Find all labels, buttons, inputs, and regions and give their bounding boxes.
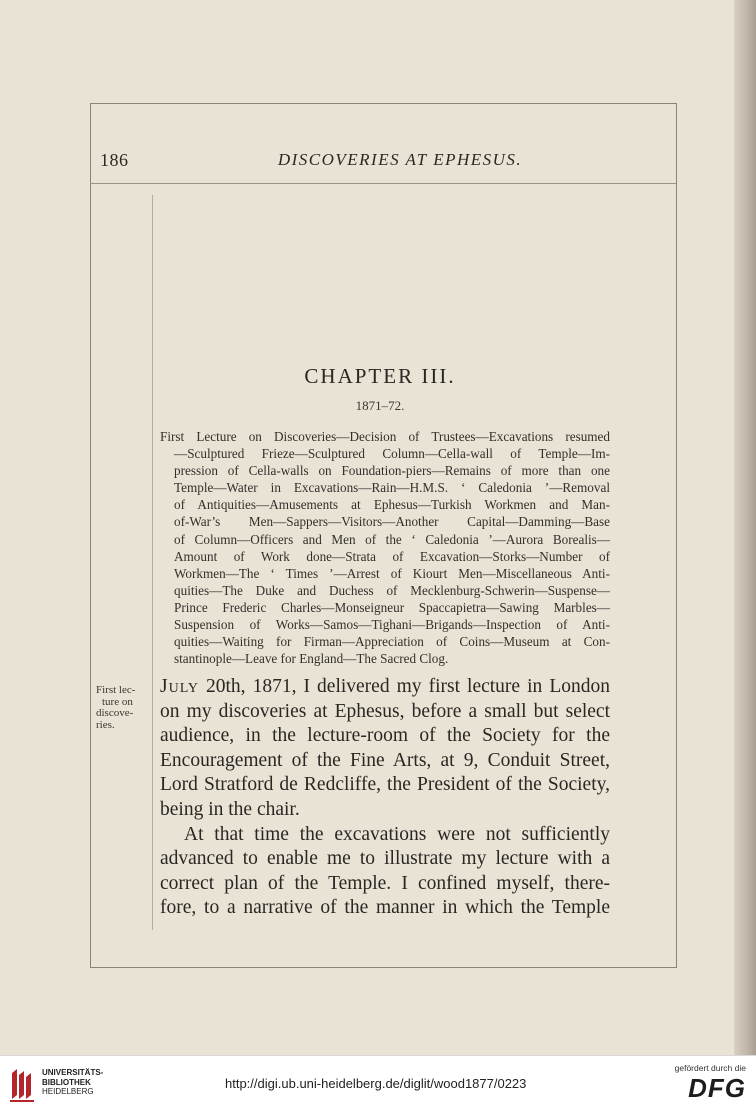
viewer-footer xyxy=(0,1055,756,1111)
page-edge xyxy=(734,0,756,1055)
frame-line-left xyxy=(90,103,91,968)
opening-word: July xyxy=(160,676,199,697)
body-line: Encouragement of the Fine Arts, at 9, Conduit Street, xyxy=(160,749,610,771)
summary-line: of Antiquities—Amusements at Ephesus—Turkish Workmen and Man- xyxy=(174,497,610,513)
chapter-dates: 1871–72. xyxy=(355,398,405,413)
body-line-rest: 20th, 1871, I delivered my first lecture in London xyxy=(198,676,610,697)
summary-line: stantinople—Leave for England—The Sacred Clog. xyxy=(174,651,449,667)
body-line xyxy=(160,675,610,700)
summary-line: Temple—Water in Excavations—Rain—H.M.S. ‘ Caledonia ’—Removal xyxy=(174,480,610,496)
margin-note-line: ries. xyxy=(96,718,115,731)
summary-line: of Column—Officers and Men of the ‘ Caledonia ’—Aurora Borealis— xyxy=(174,531,610,547)
margin-rule xyxy=(152,195,153,930)
summary-line: pression of Cella-walls on Foundation-piers—Remains of more than one xyxy=(174,463,610,479)
body-line: advanced to enable me to illustrate my lecture with a xyxy=(160,848,610,870)
frame-line-bottom xyxy=(90,967,677,968)
body-line: At that time the excavations were not sufficiently xyxy=(184,823,610,845)
running-head xyxy=(100,150,660,174)
body-line: fore, to a narrative of the manner in which the Temple xyxy=(160,897,610,919)
summary-line: —Sculptured Frieze—Sculptured Column—Cella-wall of Temple—Im- xyxy=(174,446,610,462)
body-line: Lord Stratford de Redcliffe, the President of the Society, xyxy=(160,774,610,796)
library-logo-icon[interactable] xyxy=(8,1065,36,1103)
chapter-summary xyxy=(160,428,610,667)
margin-note xyxy=(96,685,152,731)
summary-line: Prince Frederic Charles—Monseigneur Spaccapietra—Sawing Marbles— xyxy=(174,599,610,615)
summary-line: quities—The Duke and Duchess of Mecklenburg-Schwerin—Suspense— xyxy=(174,582,610,598)
chapter-title: CHAPTER III. xyxy=(304,364,456,388)
summary-line: of-War’s Men—Sappers—Visitors—Another Capital—Damming—Base xyxy=(174,514,610,530)
sponsor-logo[interactable] xyxy=(656,1063,746,1103)
body-line: on my discoveries at Ephesus, before a small but select xyxy=(160,700,610,722)
library-name[interactable] xyxy=(42,1068,103,1097)
header-rule xyxy=(90,183,676,184)
frame-line-right xyxy=(676,103,677,968)
margin-note-line: ture on xyxy=(102,695,133,708)
frame-line-top xyxy=(90,103,676,104)
library-name-line: UNIVERSITÄTS- xyxy=(42,1068,104,1077)
body-line: correct plan of the Temple. I confined myself, there- xyxy=(160,872,610,894)
sponsor-label: gefördert durch die xyxy=(674,1063,746,1073)
summary-line: Workmen—The ‘ Times ’—Arrest of Kiourt Men—Miscellaneous Anti- xyxy=(174,565,610,581)
summary-line: quities—Waiting for Firman—Appreciation of Coins—Museum at Con- xyxy=(174,634,610,650)
body-line: audience, in the lecture-room of the Society for the xyxy=(160,725,610,747)
summary-line: First Lecture on Discoveries—Decision of Trustees—Excavations resumed xyxy=(160,429,610,444)
body-line: being in the chair. xyxy=(160,798,300,820)
body-text xyxy=(160,675,610,921)
running-title: DISCOVERIES AT EPHESUS. xyxy=(277,150,523,169)
summary-line: Suspension of Works—Samos—Tighani—Brigands—Inspection of Anti- xyxy=(174,617,610,633)
permalink-url[interactable]: http://digi.ub.uni-heidelberg.de/diglit/wood1877/0223 xyxy=(225,1076,527,1091)
library-name-line: HEIDELBERG xyxy=(42,1087,94,1096)
library-name-line: BIBLIOTHEK xyxy=(42,1077,91,1087)
page-number: 186 xyxy=(100,150,129,170)
summary-line: Amount of Work done—Strata of Excavation—Storks—Number of xyxy=(174,548,610,564)
margin-note-line: discove- xyxy=(96,707,134,719)
dfg-logo-icon: DFG xyxy=(688,1073,746,1103)
margin-note-line: First lec- xyxy=(96,684,136,696)
